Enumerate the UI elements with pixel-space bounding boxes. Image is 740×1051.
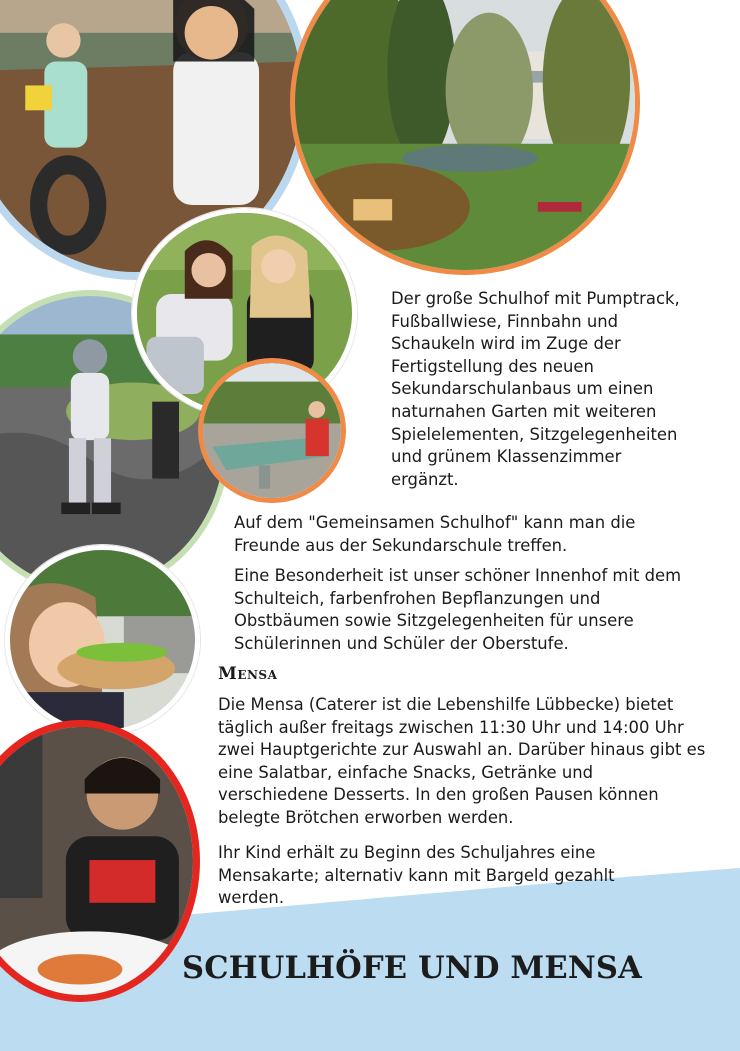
mensa-heading: Mensa xyxy=(218,664,278,684)
paragraph-mensa-card: Ihr Kind erhält zu Beginn des Schuljahres eine Mensakarte; alternativ kann mit Bargeld gezahlt werden. xyxy=(218,843,615,908)
paragraph-schoolyard: Der große Schulhof mit Pumptrack, Fußballwiese, Finnbahn und Schaukeln wird im Zuge der Fertigstellung des neuen Sekundarschulanbaus um einen naturnahen Garten mit weiteren Spielelementen, Sitzgelegenheiten und grünem Klassenzimmer ergänzt. xyxy=(391,289,680,489)
page-title: SCHULHÖFE UND MENSA xyxy=(182,950,642,986)
paragraph-courtyard: Eine Besonderheit ist unser schöner Innenhof mit dem Schulteich, farbenfrohen Bepflanzungen und Obstbäumen sowie Sitzgelegenheiten für unsere Schülerinnen und Schüler der Oberstufe. xyxy=(234,566,682,653)
paragraph-common-yard: Auf dem "Gemeinsamen Schulhof" kann man die Freunde aus der Sekundarschule treffen. xyxy=(234,513,636,555)
photo-girl-eating-sandwich xyxy=(5,545,200,735)
paragraph-mensa: Die Mensa (Caterer ist die Lebenshilfe Lübbecke) bietet täglich außer freitags zwischen 11:30 Uhr und 14:00 Uhr zwei Hauptgerichte zur Auswahl an. Darüber hinaus gibt es eine Salatbar, einfache Snacks, Getränke und verschiedene Desserts. In den großen Pausen können belegte Brötchen erworben werden. xyxy=(218,695,706,827)
photo-ping-pong-table xyxy=(198,358,346,503)
